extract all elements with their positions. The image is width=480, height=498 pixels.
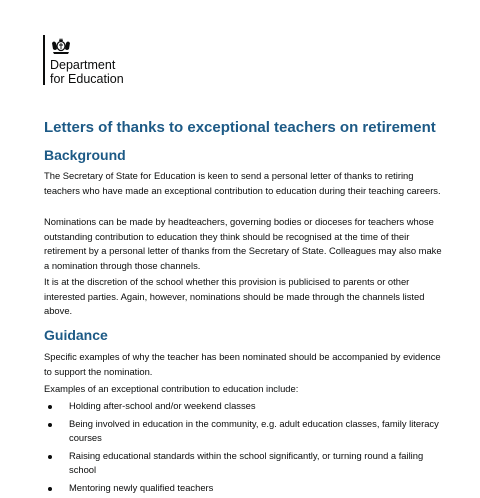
list-item bbox=[44, 481, 444, 496]
background-paragraph-1: The Secretary of State for Education is keen to send a personal letter of thanks to retiring teachers who have made an exceptional contribution to education during their teaching careers. bbox=[44, 170, 441, 196]
background-paragraph-3: It is at the discretion of the school whether this provision is publicised to parents or other interested parties. Again, however, nominations should be made through the channels listed above. bbox=[44, 276, 425, 316]
logo-line-2: for Education bbox=[50, 72, 124, 86]
section-heading-guidance: Guidance bbox=[44, 327, 108, 343]
list-item-text: Being involved in education in the community, e.g. adult education classes, family literacy courses bbox=[69, 417, 439, 443]
list-item bbox=[44, 417, 444, 446]
list-item-text: Holding after-school and/or weekend classes bbox=[69, 400, 256, 411]
logo-line-1: Department bbox=[50, 58, 116, 72]
guidance-paragraph-2: Examples of an exceptional contribution to education include: bbox=[44, 383, 299, 394]
list-item bbox=[44, 399, 444, 414]
list-item-text: Mentoring newly qualified teachers bbox=[69, 481, 214, 493]
royal-coat-of-arms-icon bbox=[50, 37, 72, 55]
list-item-text: Raising educational standards within the school significantly, or turning round a failing school bbox=[69, 449, 424, 475]
page-title: Letters of thanks to exceptional teachers on retirement bbox=[44, 119, 436, 136]
list-item bbox=[44, 449, 444, 478]
bullet-icon bbox=[48, 405, 52, 409]
logo-wordmark bbox=[50, 58, 150, 86]
examples-list bbox=[44, 399, 444, 498]
department-for-education-logo bbox=[43, 35, 124, 86]
bullet-icon bbox=[48, 455, 52, 459]
bullet-icon bbox=[48, 487, 52, 491]
background-paragraph-2: Nominations can be made by headteachers, governing bodies or dioceses for teachers whose outstanding contribution to education they think should be recognised at the time of their retirement by a personal letter of thanks from the Secretary of State. Colleagues may also make a nomination through those channels. bbox=[44, 216, 442, 271]
bullet-icon bbox=[48, 423, 52, 427]
guidance-paragraph-1: Specific examples of why the teacher has been nominated should be accompanied by evidence to support the nomination. bbox=[44, 351, 441, 377]
section-heading-background: Background bbox=[44, 147, 126, 163]
